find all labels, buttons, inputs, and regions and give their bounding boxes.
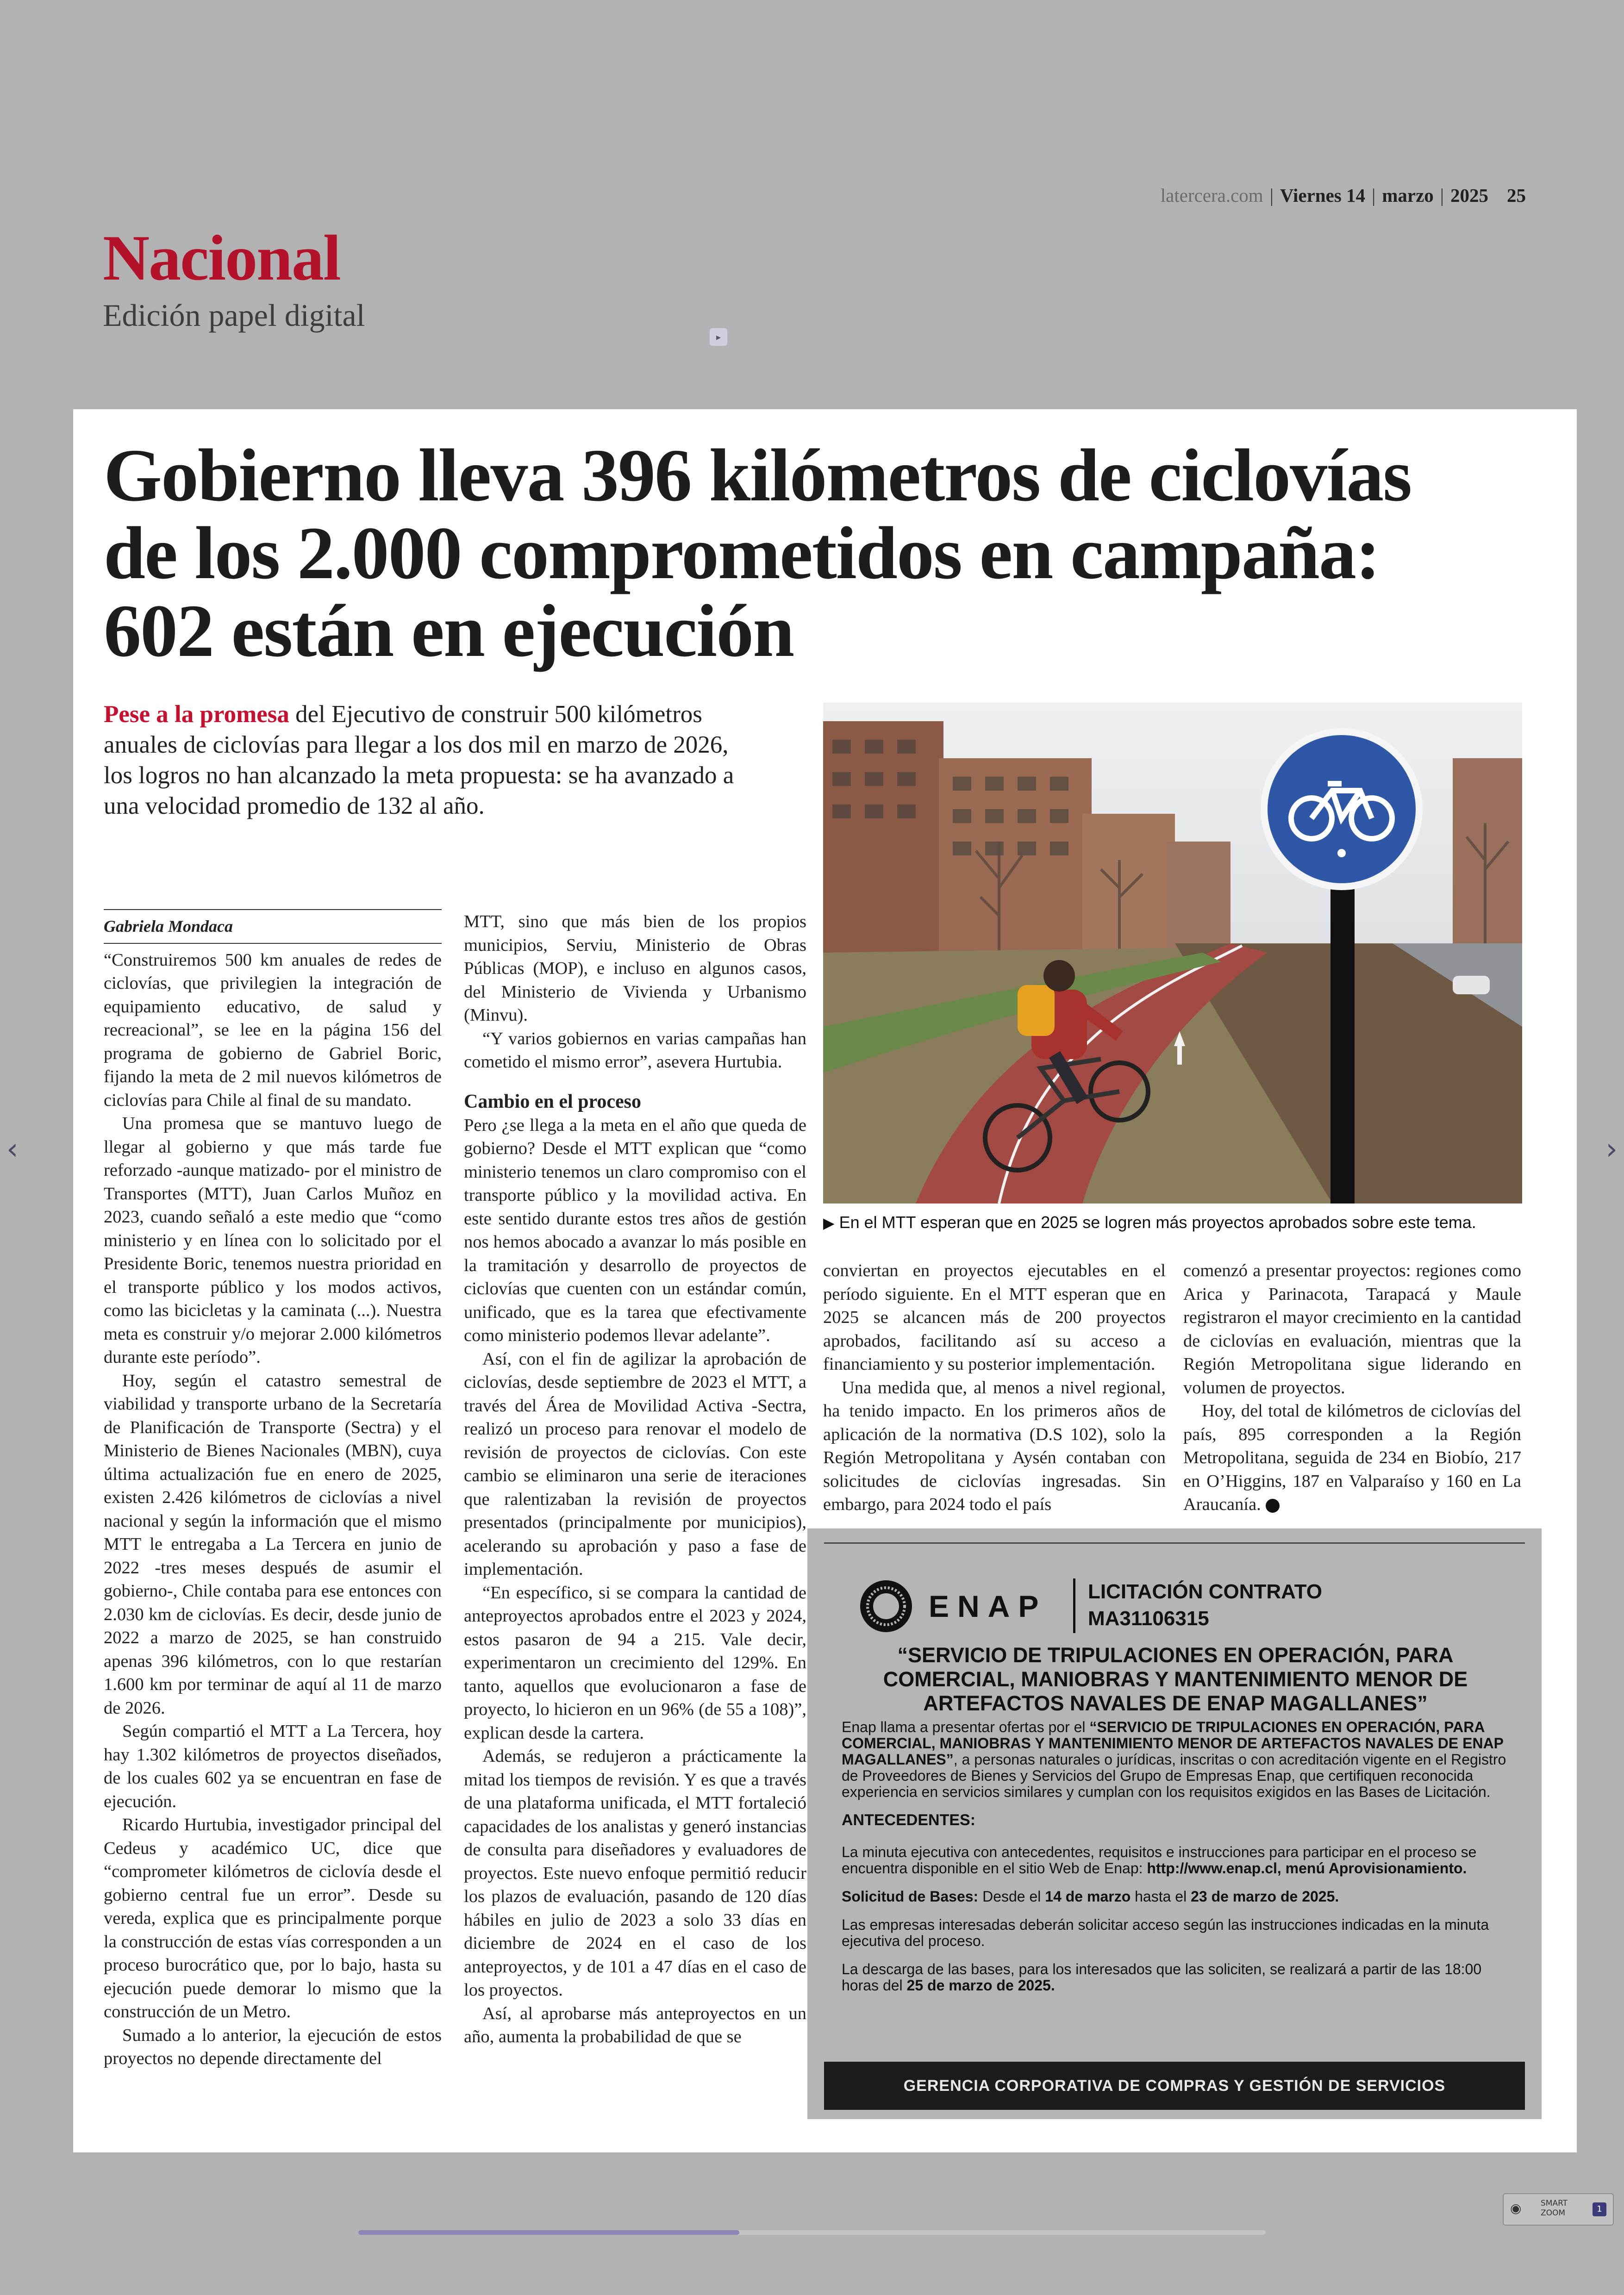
paragraph: Una medida que, al menos a nivel regional, ha tenido impacto. En los primeros años de aplicación de la normativa (D.S 102), solo la Región Metropolitana y Aysén contaban con solicitudes de ciclovías ingresadas. Sin embargo, para 2024 todo el país [823,1378,1166,1514]
edition-label: Edición papel digital [103,298,365,333]
page-progress-fill [358,2230,739,2235]
ad-licitacion-label: LICITACIÓN CONTRATO [1088,1580,1322,1603]
ad-descarga: La descarga de las bases, para los interesados que las soliciten, se realizará a partir de las 18:00 horas del 25 de marzo de 2025. [842,1961,1482,1994]
paragraph: conviertan en proyectos ejecutables en el período siguiente. En el MTT esperan que en 2025 se alcancen más de 200 proyectos aprobados, facilitando así su acceso a financiamiento y su posterior implementación. [823,1261,1166,1374]
article-lede [104,699,761,821]
ad-divider [824,1542,1525,1544]
separator: | [1269,185,1274,206]
smart-zoom-button[interactable] [1503,2193,1614,2226]
paragraph: Hoy, según el catastro semestral de viabilidad y transporte urbano de la Secretaría de Planificación de Transporte (Sectra) y el Ministerio de Bienes Nacionales (MBN), cuya última actualización fue en enero de 2025, existen 2.426 kilómetros de ciclovías a nivel nacional y según la información que el mismo MTT le entregaba a La Tercera en junio de 2022 -tres meses después de asumir el gobierno-, Chile contaba para ese entonces con 2.030 km de ciclovías. Es decir, desde junio de 2022 a marzo de 2025, se han construido apenas 396 kilómetros, con lo que restarían 1.600 km por terminar de aquí al 11 de marzo de 2026. [104,1371,442,1718]
ad-antecedentes-heading: ANTECEDENTES: [842,1811,976,1829]
paragraph: comenzó a presentar proyectos: regiones como Arica y Parinacota, Tarapacá y Maule registraron el mayor crecimiento en la cantidad de ciclovías en evaluación, mientras que la Región Metropolitana sigue liderando en volumen de proyectos. [1183,1261,1521,1397]
article-photo [823,703,1522,1204]
photo-caption: ▶ En el MTT esperan que en 2025 se logren más proyectos aprobados sobre este tema. [823,1213,1476,1232]
article-column-4 [1183,1259,1521,1516]
paragraph: MTT, sino que más bien de los propios municipios, Serviu, Ministerio de Obras Públicas (MOP), e incluso en algunos casos, del Ministerio de Vivienda y Urbanismo (Minvu). [464,912,806,1025]
weekday: Viernes 14 [1280,185,1365,206]
ad-solicitud: Solicitud de Bases: Desde el 14 de marzo hasta el 23 de marzo de 2025. [842,1888,1339,1905]
enap-advertisement [807,1528,1542,2119]
article-column-2 [464,910,806,2049]
site-name[interactable]: latercera.com [1160,185,1263,206]
ad-acceso: Las empresas interesadas deberán solicitar acceso según las instrucciones indicadas en la minuta ejecutiva del proceso. [842,1916,1489,1949]
cyclist-photo-illustration [823,703,1522,1204]
article-column-3 [823,1259,1166,1516]
paragraph: “En específico, si se compara la cantidad de anteproyectos aprobados entre el 2023 y 2024, estos pasaron de 94 a 215. Vale decir, experimentaron un crecimiento del 129%. En tanto, aquellos que evolucionaron a fase de proyecto, lo hicieron en un 96% (de 55 a 108)”, explican desde la cartera. [464,1583,806,1743]
newspaper-page [73,409,1577,2152]
previous-page-button[interactable]: ‹ [6,1132,19,1166]
caption-arrow-icon: ▶ [823,1215,835,1231]
ad-body [842,1719,1511,2006]
paragraph: Así, al aprobarse más anteproyectos en un año, aumenta la probabilidad de que se [464,2003,806,2046]
ad-intro: Enap llama a presentar ofertas por el “SERVICIO DE TRIPULACIONES EN OPERACIÓN, PARA COMERCIAL, MANIOBRAS Y MANTENIMIENTO MENOR DE ARTEFACTOS NAVALES DE ENAP MAGALLANES”, a personas naturales o jurídicas, inscritas o con acreditación vigente en el Registro de Proveedores de Bienes y Servicios del Grupo de Empresas Enap, que certifiquen reconocida experiencia en servicios similares y cumplan con los requisitos exigidos en las Bases de Licitación. [842,1719,1506,1800]
byline: Gabriela Mondaca [104,909,442,944]
paragraph: Según compartió el MTT a La Tercera, hoy hay 1.302 kilómetros de proyectos diseñados, de los cuales 602 ya se encuentran en fase de ejecución. [104,1721,442,1811]
page-number: 25 [1507,185,1526,206]
zoom-level-badge: 1 [1593,2202,1606,2216]
paragraph: Hoy, del total de kilómetros de ciclovías del país, 895 corresponden a la Región Metropolitana, seguida de 234 en Biobío, 217 en O’Higgins, 187 en Valparaíso y 160 en La Araucanía. [1183,1401,1521,1514]
smart-zoom-label: SMART ZOOM [1541,2199,1568,2218]
article-column-1 [104,909,442,2070]
page-marker-icon[interactable]: ▸ [710,328,727,346]
article-subhead: Cambio en el proceso [464,1091,642,1112]
separator: | [1372,185,1376,206]
next-page-button[interactable]: › [1605,1132,1618,1166]
year: 2025 [1450,185,1488,206]
eye-icon: ◉ [1510,2201,1522,2216]
paragraph: Pero ¿se llega a la meta en el año que queda de gobierno? Desde el MTT explican que “como ministerio tenemos un claro compromiso con el transporte público y la movilidad activa. En este sentido durante estos tres años de gestión nos hemos abocado a avanzar lo más posible en la tramitación y desarrollo de proyectos de ciclovías que cuenten con un estándar común, unificado, que es la tarea que efectivamente como ministerio podemos llevar adelante”. [464,1115,806,1345]
ad-title: “SERVICIO DE TRIPULACIONES EN OPERACIÓN, PARA COMERCIAL, MANIOBRAS Y MANTENIMIENTO MENOR DE ARTEFACTOS NAVALES DE ENAP MAGALLANES” [883,1643,1468,1715]
paragraph: “Y varios gobiernos en varias campañas han cometido el mismo error”, asevera Hurtubia. [464,1029,806,1072]
paragraph: “Construiremos 500 km anuales de redes de ciclovías, que privilegien la integración de equipamiento educativo, de salud y recreacional”, se lee en la página 156 del programa de gobierno de Gabriel Boric, fijando la meta de 2 mil nuevos kilómetros de ciclovías para Chile al final de su mandato. [104,950,442,1110]
page-progress-bar[interactable] [358,2230,1266,2235]
ad-brand-divider [1073,1578,1075,1633]
page-date-bar [1161,184,1526,206]
paragraph: Una promesa que se mantuvo luego de llegar al gobierno y que más tarde fue reforzado -aunque matizado- por el ministro de Transportes (MTT), Juan Carlos Muñoz en 2023, cuando señaló a este medio que “como ministerio y en línea con lo solicitado por el Presidente Boric, tenemos nuestra prioridad en el transporte público y los modos activos, como las bicicletas y la caminata (...). Nuestra meta es construir y/o mejorar 2.000 kilómetros durante este período”. [104,1114,442,1367]
ad-brand: ENAP [929,1589,1047,1623]
ad-contract-number: MA31106315 [1088,1607,1209,1630]
paragraph: Ricardo Hurtubia, investigador principal del Cedeus y académico UC, dice que “comprometer kilómetros de ciclovía desde el gobierno central fue un error”. Desde su vereda, explica que es principalmente porque la construcción de estas vías corresponden a un proceso burocrático que, por lo bajo, hasta su ejecución puede demorar lo mismo que la construcción de un Metro. [104,1815,442,2021]
separator: | [1440,185,1444,206]
article-headline: Gobierno lleva 396 kilómetros de ciclovías de los 2.000 comprometidos en campaña: 602 están en ejecución [104,434,1412,673]
lede-highlight: Pese a la promesa [104,701,289,728]
paragraph: Así, con el fin de agilizar la aprobación de ciclovías, desde septiembre de 2023 el MTT, a través del Área de Movilidad Activa -Sectra, realizó un proceso para renovar el modelo de revisión de proyectos de ciclovías. Con este cambio se eliminaron una serie de iteraciones que ralentizaban la revisión de proyectos presentados (principalmente por municipios), acelerando su aprobación y paso a fase de implementación. [464,1349,806,1579]
ad-link[interactable]: http://www.enap.cl, menú Aprovisionamiento. [1147,1860,1467,1877]
ad-minuta: La minuta ejecutiva con antecedentes, requisitos e instrucciones para participar en el proceso se encuentra disponible en el sitio Web de Enap: http://www.enap.cl, menú Aprovisionamiento. [842,1844,1477,1877]
lede-text: del Ejecutivo de construir 500 kilómetros anuales de ciclovías para llegar a los dos mil en marzo de 2026, los logros no han alcanzado la meta propuesta: se ha avanzado a una velocidad promedio de 132 al año. [104,701,734,819]
section-title: Nacional [103,222,340,294]
paragraph: Sumado a lo anterior, la ejecución de estos proyectos no depende directamente del [104,2025,442,2068]
enap-logo-icon [858,1578,914,1634]
end-mark-icon [1266,1499,1280,1513]
paragraph: Además, se redujeron a prácticamente la mitad los tiempos de revisión. Y es que a través de una plataforma unificada, el MTT fortaleció capacidades de los analistas y generó instancias de consulta para diseñadores y evaluadores de proyectos. Este nuevo enfoque permitió reducir los plazos de evaluación, pasando de 120 días hábiles en julio de 2023 a solo 33 días en diciembre de 2024 en el caso de los anteproyectos, y de 101 a 47 días en el caso de los proyectos. [464,1746,806,2000]
ad-footer: GERENCIA CORPORATIVA DE COMPRAS Y GESTIÓN DE SERVICIOS [824,2062,1525,2110]
month: marzo [1382,185,1434,206]
